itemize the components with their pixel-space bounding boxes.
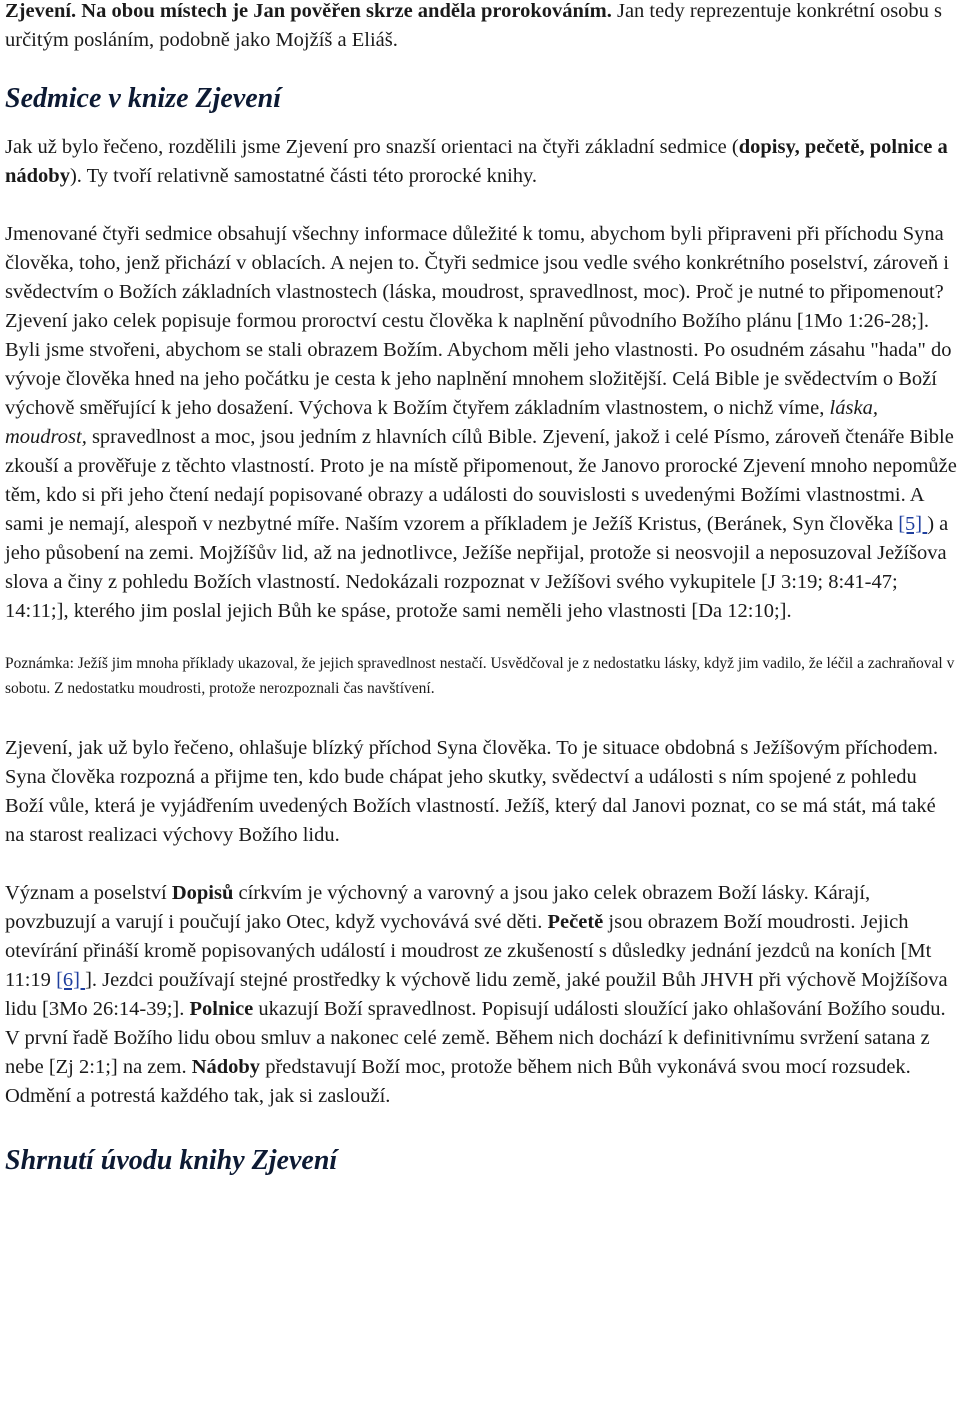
- para4-text-1: Význam a poselství: [5, 882, 172, 904]
- paragraph-sedmice-intro: [5, 133, 957, 191]
- para4-text-3: jsou obrazem Boží moudrosti. Jejich otevírání přináší kromě popisovaných událostí i moudrost ze zkušeností s důsledky jednání jezdců na koních [Mt 11:19: [5, 911, 932, 991]
- para2-italic: láska, moudrost,: [5, 397, 878, 448]
- para4-text-2: církvím je výchovný a varovný a jsou jako celek obrazem Boží lásky. Kárají, povzbuzují a varují i poučují jako Otec, když vychovává své děti.: [5, 882, 871, 933]
- footnote-link-6[interactable]: [6]: [56, 969, 86, 991]
- note-paragraph: Poznámka: Ježíš jim mnoha příklady ukazoval, že jejich spravedlnost nestačí. Usvědčoval je z nedostatku lásky, když jim vadilo, že léčil a zachraňoval v sobotu. Z nedostatku moudrosti, protože nerozpoznali čas navštívení.: [5, 655, 955, 697]
- top-paragraph: [5, 0, 957, 55]
- footnote-link-5[interactable]: [5]: [898, 513, 928, 535]
- para4-text-4: ]. Jezdci používají stejné prostředky k výchově lidu země, jaké použil Bůh JHVH při výchově Mojžíšova lidu [3Mo 26:14-39;].: [5, 969, 948, 1020]
- paragraph-coming: Zjevení, jak už bylo řečeno, ohlašuje blízký příchod Syna člověka. To je situace obdobná s Ježíšovým příchodem. Syna člověka rozpozná a přijme ten, kdo bude chápat jeho skutky, svědectví a události s ním spojené z pohledu Boží vůle, která je vyjádřením uvedených Božích vlastností. Ježíš, který dal Janovi poznat, co se má stát, má také na starost realizaci výchovy Božího lidu.: [5, 737, 938, 846]
- top-paragraph-rest: Jan tedy reprezentuje konkrétní osobu s určitým posláním, podobně jako Mojžíš a Eliáš.: [5, 0, 943, 51]
- para4-bold-dopisu: Dopisů: [171, 882, 234, 904]
- document-page: [5, 0, 957, 1178]
- para4-bold-nadoby: Nádoby: [191, 1056, 261, 1078]
- para2-text-1: Jmenované čtyři sedmice obsahují všechny informace důležité k tomu, abychom byli připraveni při příchodu Syna člověka, toho, jenž přichází v oblacích. A nejen to. Čtyři sedmice jsou vedle svého konkrétního poselství, zároveň i svědectvím o Božích základních vlastnostech (láska, moudrost, spravedlnost, moc). Proč je nutné to připomenout? Zjevení jako celek popisuje formou proroctví cestu člověka k naplnění původního Božího plánu [1Mo 1:26-28;]. Byli jsme stvořeni, abychom se stali obrazem Božím. Abychom měli jeho vlastnosti. Po osudném zásahu "hada" do vývoje člověka hned na jeho počátku je cesta k jeho naplnění mnohem složitější. Celá Bible je svědectvím o Boží výchově směřující k jeho dosažení. Výchova k Božím čtyřem základním vlastnostem, o nichž víme,: [5, 223, 952, 419]
- paragraph-meaning: [5, 879, 957, 1111]
- para2-text-3: ) a jeho působení na zemi. Mojžíšův lid, až na jednotlivce, Ježíše nepřijal, protože si neosvojil a neposuzoval Ježíšova slova a činy z pohledu Božích vlastností. Nedokázali rozpoznat v Ježíšovi svého vykupitele [J 3:19; 8:41-47; 14:11;], kterého jim poslal jejich Bůh ke spáse, protože sami neměli jeho vlastnosti [Da 12:10;].: [5, 513, 949, 622]
- para1-text-1: Jak už bylo řečeno, rozdělili jsme Zjevení pro snazší orientaci na čtyři základní sedmice (: [5, 136, 739, 158]
- heading-summary: Shrnutí úvodu knihy Zjevení: [5, 1145, 338, 1176]
- para1-text-2: ). Ty tvoří relativně samostatné části této prorocké knihy.: [69, 165, 538, 187]
- para4-bold-polnice: Polnice: [189, 998, 254, 1020]
- para4-text-6: představují Boží moc, protože během nich Bůh vykonává svou mocí rozsudek. Odmění a potrestá každého tak, jak si zaslouží.: [5, 1056, 911, 1107]
- para2-text-2: spravedlnost a moc, jsou jedním z hlavních cílů Bible. Zjevení, jakož i celé Písmo, zároveň čtenáře Bible zkouší a prověřuje z těchto vlastností. Proto je na místě připomenout, že Janovo prorocké Zjevení mnoho nepomůže těm, kdo si při jeho čtení nedají popisované obrazy a události do souvislosti s uvedenými Božími vlastnostmi. A sami je nemají, alespoň v nezbytné míře. Naším vzorem a příkladem je Ježíš Kristus, (Beránek, Syn člověka: [5, 426, 957, 535]
- para4-text-5: ukazují Boží spravedlnost. Popisují události sloužící jako ohlašování Božího soudu. V první řadě Božího lidu obou smluv a nakonec celé země. Během nich dochází k definitivnímu svržení satana z nebe [Zj 2:1;] na zem.: [5, 998, 946, 1078]
- top-paragraph-bold: Zjevení. Na obou místech je Jan pověřen skrze anděla prorokováním.: [5, 0, 612, 22]
- para1-bold: dopisy, pečetě, polnice a nádoby: [5, 136, 948, 187]
- paragraph-four-sevens: [5, 220, 957, 626]
- para4-bold-pecete: Pečetě: [547, 911, 604, 933]
- heading-sedmice: Sedmice v knize Zjevení: [5, 83, 282, 114]
